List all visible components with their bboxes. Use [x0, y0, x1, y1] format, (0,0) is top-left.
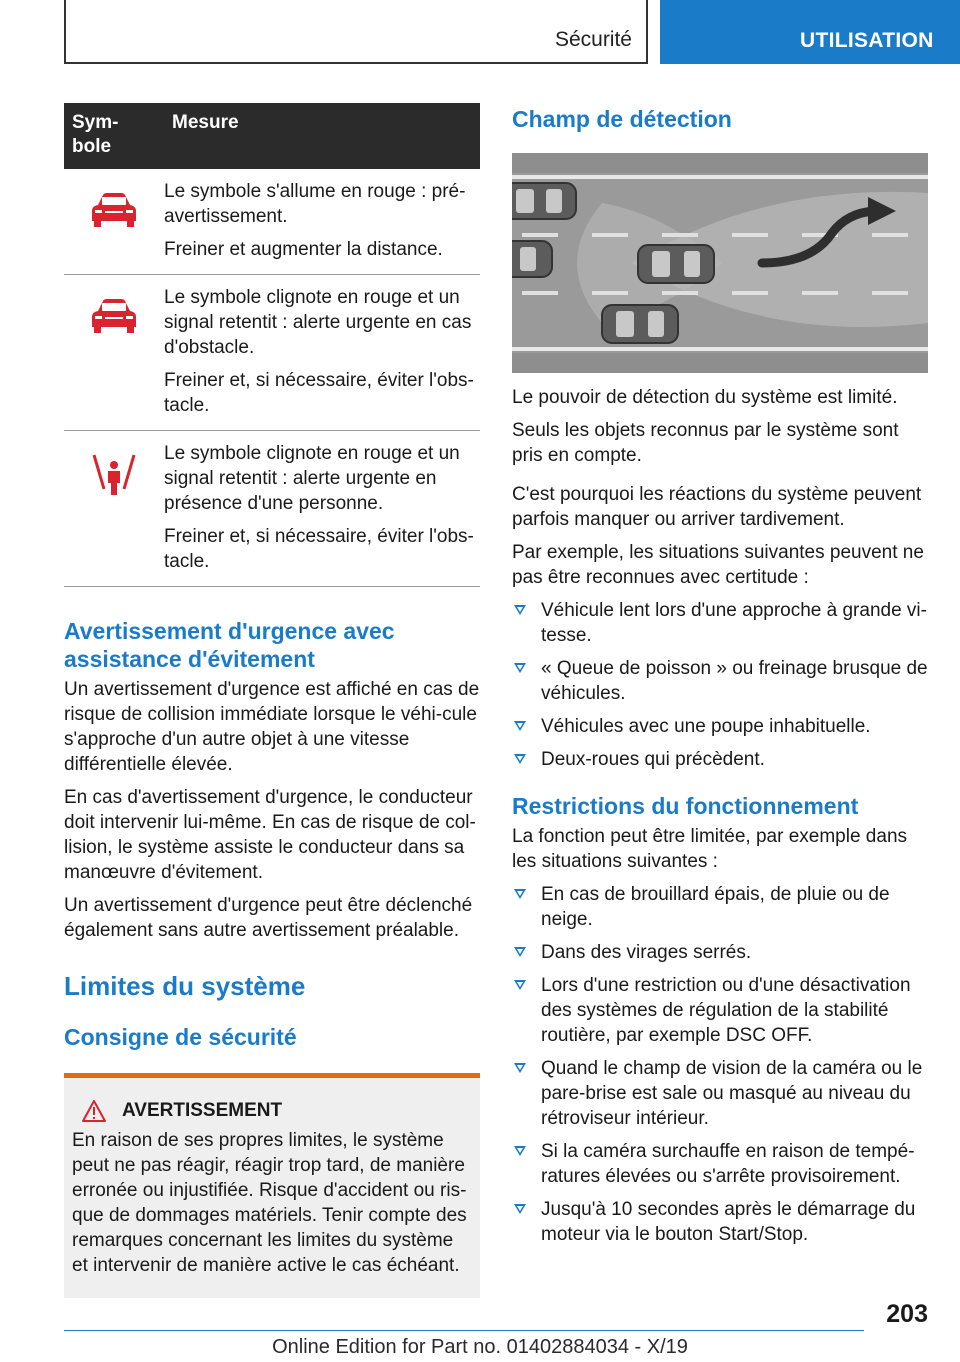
pedestrian-icon [88, 453, 140, 497]
measure-text: Freiner et augmenter la distance. [164, 239, 443, 260]
safety-heading: Consigne de sécurité [64, 1024, 297, 1050]
left-column [64, 103, 480, 1298]
list-item [512, 1197, 928, 1247]
warning-triangle-icon [82, 1100, 106, 1122]
emergency-paragraph: Un avertissement d'urgence est affiché en cas de risque de collision immédiate lorsque le véhi-cule s'approche d'un autre objet à une vitesse différentielle élevée. [64, 679, 480, 775]
detection-field-illustration [512, 153, 928, 373]
triangle-bullet-icon [514, 1063, 526, 1073]
list-item-text: Lors d'une restriction ou d'une désactivation des systèmes de régulation de la stabilité routière, par exemple DSC OFF. [541, 975, 911, 1046]
restrictions-intro: La fonction peut être limitée, par exemple dans les situations suivantes : [512, 826, 908, 872]
page-number: 203 [886, 1300, 928, 1328]
header-section-box [64, 0, 648, 64]
list-item-text: Véhicule lent lors d'une approche à grande vi-tesse. [541, 600, 927, 646]
measure-text: Le symbole clignote en rouge et un signal retentit : alerte urgente en présence d'une personne. [164, 443, 460, 514]
list-item-text: Si la caméra surchauffe en raison de tempé-ratures élevées ou s'arrête provisoirement. [541, 1141, 915, 1187]
table-row [64, 275, 480, 431]
triangle-bullet-icon [514, 947, 526, 957]
list-item-text: Véhicules avec une poupe inhabituelle. [541, 716, 871, 737]
detection-list [512, 598, 928, 772]
measure-cell [164, 275, 480, 431]
symbol-cell [64, 431, 164, 587]
symbol-cell [64, 169, 164, 275]
emergency-heading: Avertissement d'urgence avec assistance d'évitement [64, 618, 395, 672]
triangle-bullet-icon [514, 721, 526, 731]
measure-column-header: Mesure [164, 103, 480, 169]
header-chapter-title: UTILISATION [800, 29, 934, 52]
warning-title: AVERTISSEMENT [122, 1100, 283, 1121]
measure-cell [164, 431, 480, 587]
car-icon [88, 191, 140, 231]
triangle-bullet-icon [514, 1146, 526, 1156]
triangle-bullet-icon [514, 754, 526, 764]
emergency-paragraph: En cas d'avertissement d'urgence, le conducteur doit intervenir lui-même. En cas de risque de col-lision, le système assiste le conducteur dans sa manœuvre d'évitement. [64, 787, 476, 883]
symbol-cell [64, 275, 164, 431]
list-item-text: « Queue de poisson » ou freinage brusque de véhicules. [541, 658, 928, 704]
list-item [512, 747, 928, 772]
symbol-column-header: Sym- bole [64, 103, 164, 169]
list-item-text: Dans des virages serrés. [541, 942, 752, 963]
table-row [64, 169, 480, 275]
table-row [64, 431, 480, 587]
triangle-bullet-icon [514, 605, 526, 615]
triangle-bullet-icon [514, 1204, 526, 1214]
triangle-bullet-icon [514, 663, 526, 673]
limits-heading: Limites du système [64, 971, 306, 1001]
list-item [512, 1056, 928, 1131]
restrictions-list [512, 882, 928, 1247]
list-item [512, 940, 928, 965]
warning-text: En raison de ses propres limites, le système peut ne pas réagir, réagir trop tard, de manière erronée ou injustifiée. Risque d'accident ou ris-que de dommages matériels. Tenir compte des remarques concernant les limites du système et intervenir de manière active le cas échéant. [72, 1130, 467, 1276]
list-item-text: Deux-roues qui précèdent. [541, 749, 765, 770]
triangle-bullet-icon [514, 980, 526, 990]
footer-divider [64, 1330, 864, 1331]
warning-box [64, 1073, 480, 1298]
symbol-table [64, 103, 480, 587]
detection-paragraph: Le pouvoir de détection du système est limité. [512, 387, 898, 408]
list-item-text: En cas de brouillard épais, de pluie ou de neige. [541, 884, 890, 930]
list-item [512, 1139, 928, 1189]
measure-text: Le symbole clignote en rouge et un signal retentit : alerte urgente en cas d'obstacle. [164, 287, 472, 358]
measure-text: Le symbole s'allume en rouge : pré-avertissement. [164, 181, 466, 227]
list-item [512, 714, 928, 739]
list-item-text: Jusqu'à 10 secondes après le démarrage du moteur via le bouton Start/Stop. [541, 1199, 916, 1245]
list-item [512, 882, 928, 932]
footer-edition: Online Edition for Part no. 01402884034 - X/19 [272, 1336, 688, 1358]
header-chapter-tab [660, 0, 960, 64]
measure-text: Freiner et, si nécessaire, éviter l'obs-tacle. [164, 370, 474, 416]
list-item [512, 973, 928, 1048]
measure-cell [164, 169, 480, 275]
detection-paragraph: C'est pourquoi les réactions du système peuvent parfois manquer ou arriver tardivement. [512, 484, 922, 530]
list-item [512, 598, 928, 648]
list-item-text: Quand le champ de vision de la caméra ou le pare-brise est sale ou masqué au niveau du rétroviseur intérieur. [541, 1058, 923, 1129]
detection-heading: Champ de détection [512, 106, 732, 132]
detection-paragraph: Par exemple, les situations suivantes peuvent ne pas être reconnues avec certitude : [512, 542, 924, 588]
right-column [512, 103, 928, 1255]
header-section-title: Sécurité [554, 28, 632, 51]
list-item [512, 656, 928, 706]
measure-text: Freiner et, si nécessaire, éviter l'obs-tacle. [164, 526, 474, 572]
car-icon [88, 297, 140, 337]
triangle-bullet-icon [514, 889, 526, 899]
emergency-paragraph: Un avertissement d'urgence peut être déclenché également sans autre avertissement préalable. [64, 895, 473, 941]
restrictions-heading: Restrictions du fonctionnement [512, 793, 859, 819]
detection-paragraph: Seuls les objets reconnus par le système sont pris en compte. [512, 420, 899, 466]
warning-title-row [72, 1100, 472, 1122]
